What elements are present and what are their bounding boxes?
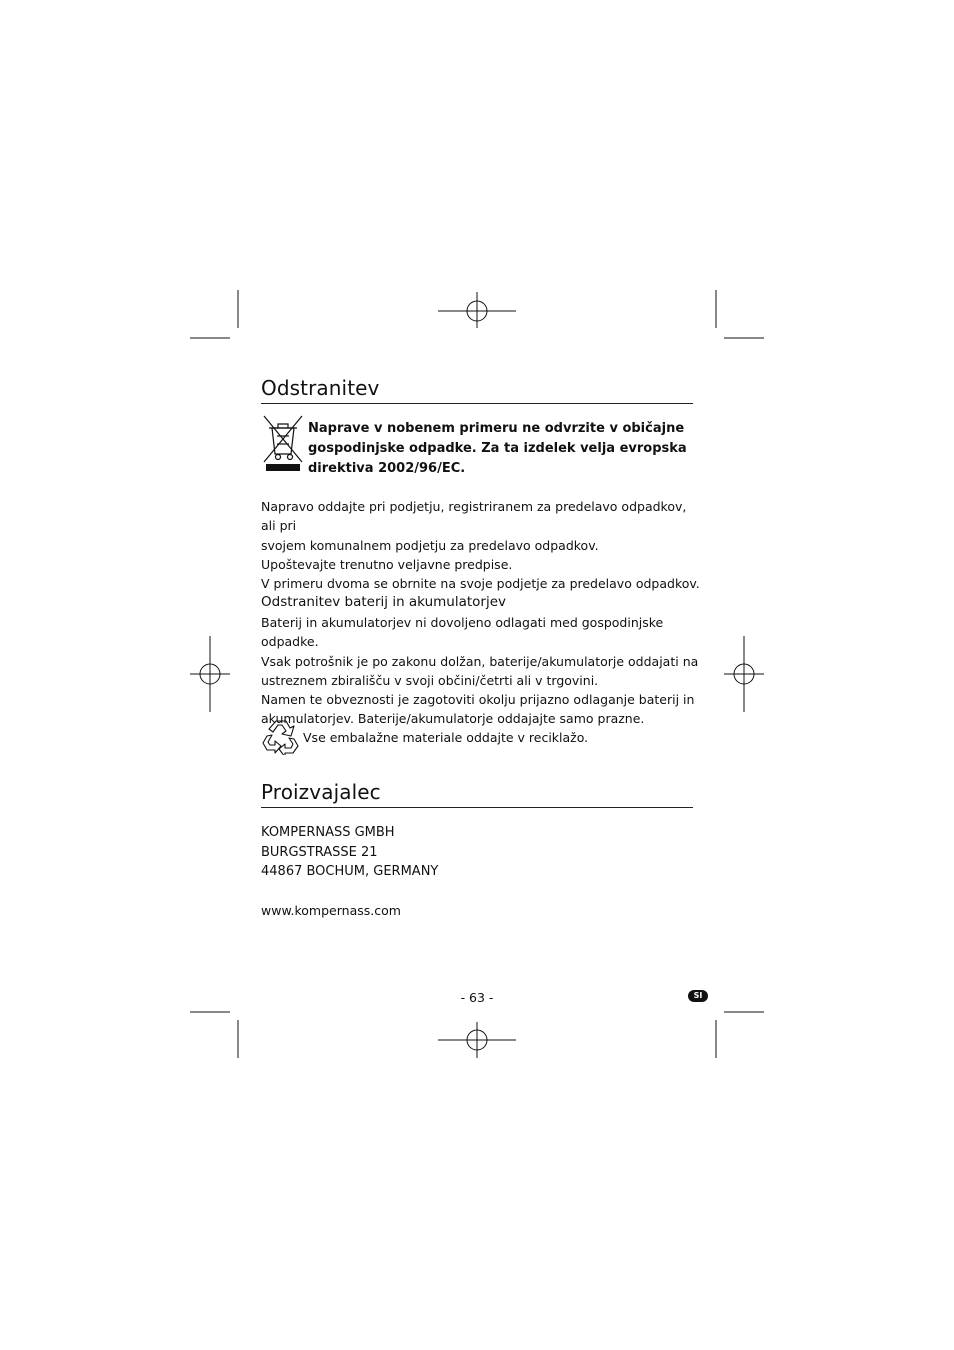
disposal-line: Napravo oddajte pri podjetju, registriranem za predelavo odpadkov, ali pri [261, 499, 687, 534]
website-link[interactable]: www.kompernass.com [261, 903, 401, 918]
language-badge: SI [688, 990, 708, 1002]
address-line: KOMPERNASS GMBH [261, 825, 395, 840]
batteries-heading: Odstranitev baterij in akumulatorjev [261, 594, 507, 610]
batteries-line: Baterij in akumulatorjev ni dovoljeno odlagati med gospodinjske odpadke. [261, 615, 664, 650]
manufacturer-address [261, 823, 438, 882]
batteries-line: Vsak potrošnik je po zakonu dolžan, baterije/akumulatorje oddajati na [261, 653, 699, 669]
address-line: BURGSTRASSE 21 [261, 844, 378, 860]
weee-icon [261, 414, 305, 474]
batteries-line: Namen te obveznosti je zagotoviti okolju prijazno odlaganje baterij in [261, 692, 695, 708]
manufacturer-heading: Proizvajalec [261, 780, 381, 804]
manufacturer-heading-rule [261, 807, 693, 808]
recycle-icon [261, 717, 301, 755]
disposal-heading-rule [261, 403, 693, 404]
batteries-line: akumulatorjev. Baterije/akumulatorje oddajajte samo prazne. [261, 711, 645, 727]
address-line: 44867 BOCHUM, GERMANY [261, 864, 439, 879]
disposal-line: Upoštevajte trenutno veljavne predpise. [261, 556, 513, 572]
batteries-line: ustreznem zbirališču v svoji občini/četrti ali v trgovini. [261, 672, 599, 688]
disposal-line: svojem komunalnem podjetju za predelavo odpadkov. [261, 537, 599, 553]
batteries-paragraph [261, 613, 701, 729]
disposal-paragraph [261, 497, 701, 593]
recycle-note: Vse embalažne materiale oddajte v reciklažo. [303, 730, 589, 745]
page-number: - 63 - [460, 990, 494, 1005]
disposal-line: V primeru dvoma se obrnite na svoje podjetje za predelavo odpadkov. [261, 576, 700, 592]
disposal-heading: Odstranitev [261, 376, 380, 400]
weee-warning: Naprave v nobenem primeru ne odvrzite v običajne gospodinjske odpadke. Za ta izdelek velja evropska direktiva 2002/96/EC. [308, 421, 687, 476]
